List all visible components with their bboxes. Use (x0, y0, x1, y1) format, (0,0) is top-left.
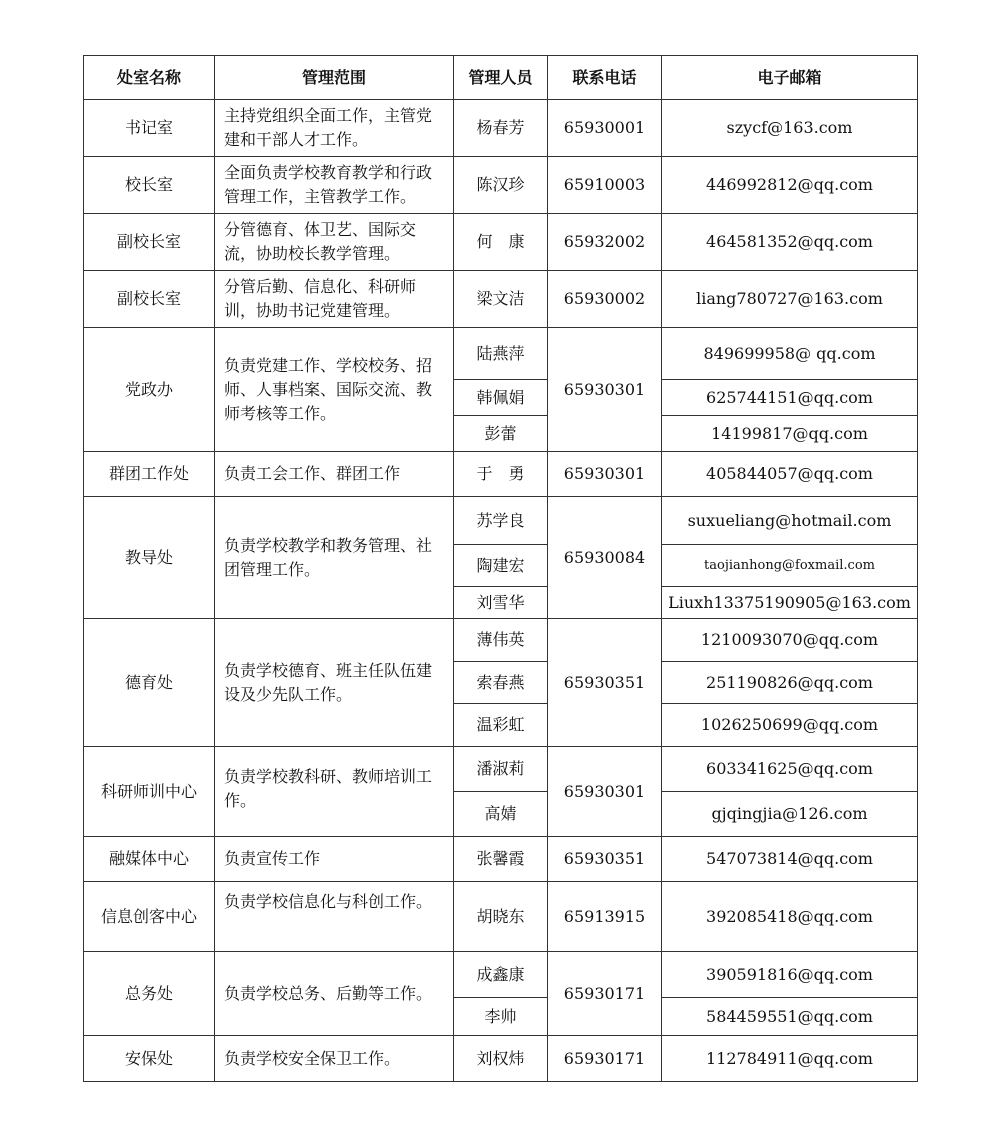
phone-number: 65930084 (548, 497, 662, 619)
office-scope: 主持党组织全面工作，主管党建和干部人才工作。 (215, 100, 454, 157)
staff-name: 韩佩娟 (454, 380, 548, 416)
office-scope: 负责学校安全保卫工作。 (215, 1036, 454, 1082)
email-address[interactable]: 446992812@qq.com (662, 157, 918, 214)
email-address[interactable]: 464581352@qq.com (662, 214, 918, 271)
office-name: 信息创客中心 (84, 882, 215, 952)
staff-name: 李帅 (454, 998, 548, 1036)
office-name: 党政办 (84, 328, 215, 452)
office-scope: 负责学校信息化与科创工作。 (215, 882, 454, 952)
phone-number: 65930351 (548, 619, 662, 747)
staff-name: 杨春芳 (454, 100, 548, 157)
office-scope: 分管后勤、信息化、科研师训，协助书记党建管理。 (215, 271, 454, 328)
table-row (84, 837, 918, 882)
email-address[interactable]: 251190826@qq.com (662, 662, 918, 704)
office-name: 总务处 (84, 952, 215, 1036)
staff-name: 何 康 (454, 214, 548, 271)
office-name: 副校长室 (84, 214, 215, 271)
staff-name: 温彩虹 (454, 704, 548, 747)
email-address[interactable]: 392085418@qq.com (662, 882, 918, 952)
table-row (84, 157, 918, 214)
office-name: 书记室 (84, 100, 215, 157)
email-address[interactable]: Liuxh13375190905@163.com (662, 587, 918, 619)
phone-number: 65930301 (548, 452, 662, 497)
email-address[interactable]: 849699958@ qq.com (662, 328, 918, 380)
table-row (84, 452, 918, 497)
phone-number: 65930171 (548, 952, 662, 1036)
office-name: 融媒体中心 (84, 837, 215, 882)
table-row (84, 100, 918, 157)
staff-name: 薄伟英 (454, 619, 548, 662)
header-office: 处室名称 (84, 56, 215, 100)
office-name: 科研师训中心 (84, 747, 215, 837)
phone-number: 65930301 (548, 328, 662, 452)
office-scope: 负责学校教学和教务管理、社团管理工作。 (215, 497, 454, 619)
office-scope: 负责学校总务、后勤等工作。 (215, 952, 454, 1036)
email-address[interactable]: 547073814@qq.com (662, 837, 918, 882)
staff-name: 梁文洁 (454, 271, 548, 328)
office-name: 德育处 (84, 619, 215, 747)
table-row (84, 882, 918, 952)
office-name: 副校长室 (84, 271, 215, 328)
office-scope: 负责学校教科研、教师培训工作。 (215, 747, 454, 837)
header-phone: 联系电话 (548, 56, 662, 100)
header-row (84, 56, 918, 100)
office-scope: 负责党建工作、学校校务、招师、人事档案、国际交流、教师考核等工作。 (215, 328, 454, 452)
phone-number: 65910003 (548, 157, 662, 214)
staff-name: 苏学良 (454, 497, 548, 545)
office-name: 校长室 (84, 157, 215, 214)
office-contact-table (83, 55, 918, 1082)
email-address[interactable]: suxueliang@hotmail.com (662, 497, 918, 545)
header-email: 电子邮箱 (662, 56, 918, 100)
office-name: 安保处 (84, 1036, 215, 1082)
email-address[interactable]: 112784911@qq.com (662, 1036, 918, 1082)
phone-number: 65930001 (548, 100, 662, 157)
phone-number: 65930002 (548, 271, 662, 328)
email-address[interactable]: 584459551@qq.com (662, 998, 918, 1036)
email-address[interactable]: taojianhong@foxmail.com (662, 545, 918, 587)
staff-name: 胡晓东 (454, 882, 548, 952)
table-row (84, 271, 918, 328)
email-address[interactable]: 14199817@qq.com (662, 416, 918, 452)
staff-name: 潘淑莉 (454, 747, 548, 792)
staff-name: 彭蕾 (454, 416, 548, 452)
staff-name: 成鑫康 (454, 952, 548, 998)
phone-number: 65930301 (548, 747, 662, 837)
phone-number: 65932002 (548, 214, 662, 271)
email-address[interactable]: 390591816@qq.com (662, 952, 918, 998)
phone-number: 65930171 (548, 1036, 662, 1082)
office-scope: 负责学校德育、班主任队伍建设及少先队工作。 (215, 619, 454, 747)
table-row (84, 1036, 918, 1082)
staff-name: 张馨霞 (454, 837, 548, 882)
phone-number: 65930351 (548, 837, 662, 882)
staff-name: 陆燕萍 (454, 328, 548, 380)
office-scope: 分管德育、体卫艺、国际交流，协助校长教学管理。 (215, 214, 454, 271)
staff-name: 于 勇 (454, 452, 548, 497)
email-address[interactable]: 603341625@qq.com (662, 747, 918, 792)
staff-name: 陈汉珍 (454, 157, 548, 214)
staff-name: 高婧 (454, 792, 548, 837)
office-name: 教导处 (84, 497, 215, 619)
table-row (84, 497, 918, 545)
header-staff: 管理人员 (454, 56, 548, 100)
email-address[interactable]: liang780727@163.com (662, 271, 918, 328)
office-scope: 负责工会工作、群团工作 (215, 452, 454, 497)
office-scope: 全面负责学校教育教学和行政管理工作，主管教学工作。 (215, 157, 454, 214)
table-row (84, 328, 918, 380)
table-row (84, 214, 918, 271)
email-address[interactable]: 405844057@qq.com (662, 452, 918, 497)
office-scope: 负责宣传工作 (215, 837, 454, 882)
table-row (84, 619, 918, 662)
table-row (84, 952, 918, 998)
email-address[interactable]: 1210093070@qq.com (662, 619, 918, 662)
email-address[interactable]: 1026250699@qq.com (662, 704, 918, 747)
staff-name: 刘雪华 (454, 587, 548, 619)
staff-name: 刘权炜 (454, 1036, 548, 1082)
email-address[interactable]: 625744151@qq.com (662, 380, 918, 416)
email-address[interactable]: szycf@163.com (662, 100, 918, 157)
staff-name: 陶建宏 (454, 545, 548, 587)
header-scope: 管理范围 (215, 56, 454, 100)
phone-number: 65913915 (548, 882, 662, 952)
table-row (84, 747, 918, 792)
email-address[interactable]: gjqingjia@126.com (662, 792, 918, 837)
staff-name: 索春燕 (454, 662, 548, 704)
office-name: 群团工作处 (84, 452, 215, 497)
